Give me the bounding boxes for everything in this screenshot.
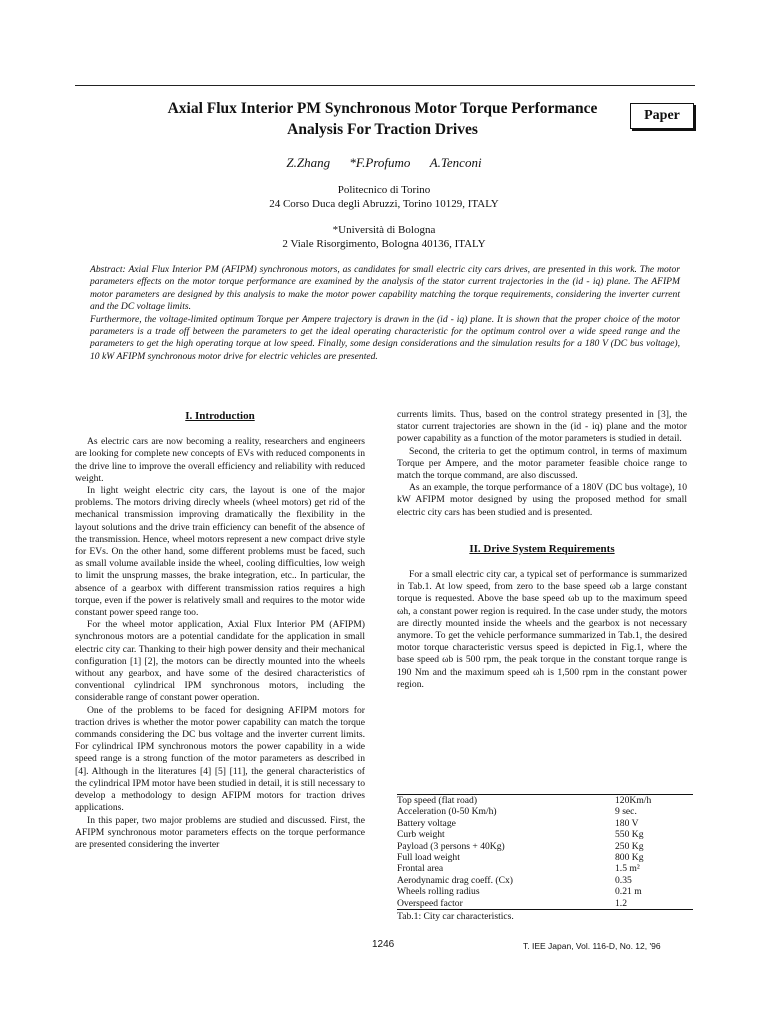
body-paragraph: In this paper, two major problems are studied and discussed. First, the AFIPM synchronous motor parameters effects on the torque performance are presented considering the inverter [75, 814, 365, 850]
table-row [397, 863, 693, 874]
right-column [397, 409, 687, 691]
paper-title: Axial Flux Interior PM Synchronous Motor Torque Performance Analysis For Traction Drives [167, 100, 598, 138]
affiliation-line: Politecnico di Torino [337, 184, 431, 196]
journal-footer: T. IEE Japan, Vol. 116-D, No. 12, '96 [523, 941, 661, 951]
table-cell-property: Aerodynamic drag coeff. (Cx) [397, 874, 513, 886]
car-characteristics-table [397, 794, 693, 910]
abstract-paragraph: Furthermore, the voltage-limited optimum Torque per Ampere trajectory is drawn in the (id - iq) plane. It is shown that the proper choice of the motor parameters is a trade off between the parameters to get the ideal operating characteristic for the optimum control over a wide speed range and the parameters to get the high operating torque at low speed. Finally, some design considerations and the simulation results for a 180 V (DC bus voltage), 10 kW AFIPM synchronous motor drive for electric vehicles are presented. [90, 313, 680, 362]
body-paragraph: In light weight electric city cars, the layout is one of the major problems. The motors driving direcly wheels (wheel motors) get rid of the mechanical transmission improving dramatically the flexibility in the layout solutions and the drive train efficiency can benefit of the absence of the transmission. Hence, wheel motors represent a new compact drive style for EVs. On the other hand, some different problems must be faced, such as small volume available inside the wheel, cooling difficulties, low weigh to limit the unsprung masses, the brake integration, etc.. In particular, the absence of a gearbox with different transmission ratios requires a high torque, even if the power is relatively small and requires to the motor wide constant power speed range too. [75, 485, 365, 619]
table-cell-value: 250 Kg [615, 840, 644, 852]
left-column [75, 410, 365, 851]
table-row [397, 818, 693, 829]
table-cell-value: 180 V [615, 817, 639, 829]
section-heading-drive-system: II. Drive System Requirements [469, 542, 615, 555]
paper-badge: Paper [630, 103, 694, 129]
table-cell-value: 0.35 [615, 874, 632, 886]
page-number: 1246 [372, 939, 395, 950]
abstract-paragraph: Abstract: Axial Flux Interior PM (AFIPM) synchronous motors, as candidates for small electric city cars drives, are presented in this work. The motor parameters effects on the motor torque performance are examined by the analysis of the stator current trajectories in the (id - iq) plane. The AFIPM motor parameters are designed by this analysis to make the motor power capability matching the torque requirements, considering the inverter current and the DC voltage limits. [90, 264, 680, 313]
table-cell-property: Frontal area [397, 863, 444, 875]
section-heading-introduction: I. Introduction [185, 410, 255, 422]
author-name: A.Tenconi [429, 155, 482, 170]
table-cell-property: Top speed (flat road) [397, 795, 478, 806]
affiliation-line: 24 Corso Duca degli Abruzzi, Torino 10129, ITALY [269, 198, 499, 210]
table-cell-property: Curb weight [397, 829, 445, 841]
body-paragraph: currents limits. Thus, based on the control strategy presented in [3], the stator current trajectories are shown in the (id - iq) plane and the motor power capability as a function of the motor parameters is studied in detail. [397, 409, 687, 445]
table-row [397, 795, 693, 807]
table-row [397, 806, 693, 817]
table-row [397, 829, 693, 840]
table-cell-property: Battery voltage [397, 817, 456, 829]
affiliation-torino [0, 183, 768, 211]
table-cell-property: Payload (3 persons + 40Kg) [397, 840, 505, 852]
affiliation-bologna [0, 223, 768, 251]
top-rule [75, 85, 695, 86]
table-cell-value: 9 sec. [615, 806, 637, 818]
table-row [397, 898, 693, 910]
table-row [397, 886, 693, 897]
affiliation-line: *Università di Bologna [332, 224, 436, 236]
table-row [397, 875, 693, 886]
body-paragraph: For the wheel motor application, Axial Flux Interior PM (AFIPM) synchronous motors are a potential candidate for the application in small electric city car. Thanking to their high power density and their mechanical configuration [1] [2], the motors can be directly mounted into the wheels without any gearbox, and have some of the desired characteristics of conventional cylindrical IPM synchronous motors, including the considerable range of constant power operation. [75, 619, 365, 704]
table-cell-value: 1.5 m² [615, 863, 640, 875]
table-cell-property: Full load weight [397, 852, 460, 864]
table-cell-value: 550 Kg [615, 829, 644, 841]
table-cell-property: Acceleration (0-50 Km/h) [397, 806, 497, 818]
table-cell-property: Overspeed factor [397, 897, 463, 909]
table-row [397, 841, 693, 852]
body-paragraph: As an example, the torque performance of a 180V (DC bus voltage), 10 kW AFIPM motor designed by using the proposed method for small electric city cars has been studied and is presented. [397, 482, 687, 518]
author-list [0, 155, 768, 171]
table-cell-value: 120Km/h [615, 795, 652, 806]
author-name: Z.Zhang [286, 155, 331, 170]
table-cell-property: Wheels rolling radius [397, 886, 480, 898]
affiliation-line: 2 Viale Risorgimento, Bologna 40136, ITALY [282, 238, 486, 250]
body-paragraph: As electric cars are now becoming a reality, researchers and engineers are looking for complete new concepts of EVs with reduced components in the drive line to improve the overall efficiency and reliability with reduced weight. [75, 436, 365, 484]
author-name: *F.Profumo [349, 155, 411, 170]
table-row [397, 852, 693, 863]
body-paragraph: One of the problems to be faced for designing AFIPM motors for traction drives is whether the motor power capability can match the torque commands considering the DC bus voltage and the inverter current limits. For cylindrical IPM synchronous motors the power capability in a wide speed range is a strong function of the motor parameters as described in [4]. Although in the literatures [4] [5] [11], the general characteristics of the cylindrical IPM motor have been studied in detail, it is still necessary to develop a methodology to design AFIPM motors for traction drives applications. [75, 704, 365, 814]
table-cell-value: 0.21 m [615, 886, 642, 898]
abstract [90, 264, 680, 363]
table-cell-value: 1.2 [615, 897, 627, 909]
table-caption: Tab.1: City car characteristics. [397, 911, 514, 922]
body-paragraph: For a small electric city car, a typical set of performance is summarized in Tab.1. At low speed, from zero to the base speed ωb a large constant torque is requested. Above the base speed ωb up to the maximum speed ωh, a constant power region is required. In the case under study, the motors are directly mounted inside the wheels and the gearbox is not necessary anymore. To get the vehicle performance summarized in Tab.1, the desired motor torque characteristic versus speed is depicted in Fig.1, where the base speed ωb is 500 rpm, the peak torque in the constant torque range is 190 Nm and the maximum speed ωh is 1,500 rpm in the constant power region. [397, 569, 687, 690]
body-paragraph: Second, the criteria to get the optimum control, in terms of maximum Torque per Ampere, and the motor parameter feasible choice range to match the torque command, are also discussed. [397, 445, 687, 482]
table-cell-value: 800 Kg [615, 852, 644, 864]
